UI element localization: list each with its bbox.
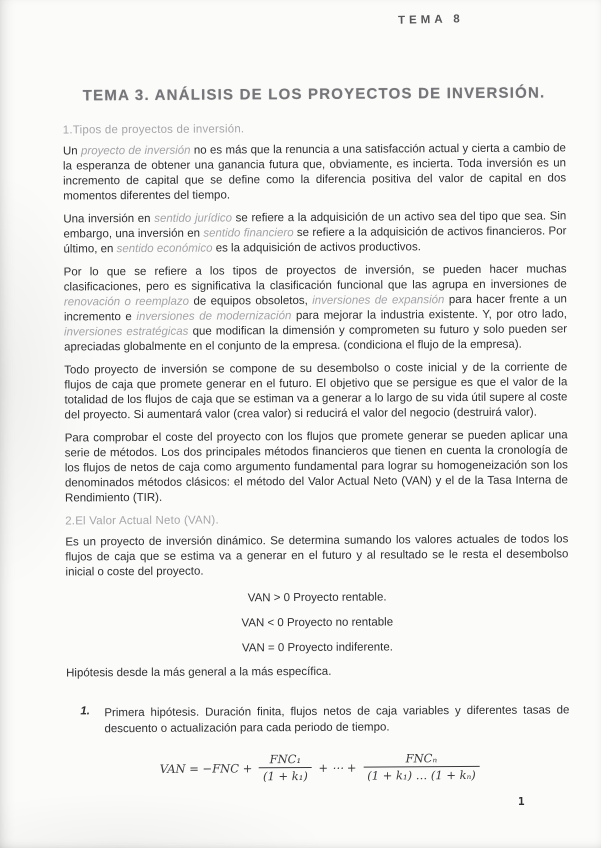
formula-fraction-2-numerator: FNCₙ	[363, 751, 480, 768]
hypothesis-note: Hipótesis desde la más general a la más específica.	[66, 665, 332, 680]
formula-middle: + ⋯ +	[318, 760, 357, 775]
hypothesis-list	[80, 702, 569, 737]
document-title: TEMA 3. ANÁLISIS DE LOS PROYECTOS DE INVERSIÓN.	[82, 84, 546, 105]
formula-fraction-1-numerator: FNC₁	[259, 752, 312, 768]
section-heading-2: 2.El Valor Actual Neto (VAN).	[65, 514, 219, 528]
paragraph-methods: Para comprobar el coste del proyecto con los flujos que promete generar se pueden aplicar una serie de métodos. Los dos principales métodos financieros que tienen en cuenta la cronología de los flujos de netos de caja como argumento fundamental para lograr su homogeneización son los denominados métodos clásicos: el método del Valor Actual Neto (VAN) y el de la Tasa Interna de Rendimiento (TIR).	[64, 429, 568, 505]
paragraph-investment-senses: Una inversión en sentido jurídico se refiere a la adquisición de un activo sea del tipo que sea. Sin embargo, una inversión en sentido financiero se refiere a la adquisición de activos financieros. Por último, en sentido económico es la adquisición de activos productivos.	[63, 210, 567, 256]
section-heading-1: 1.Tipos de proyectos de inversión.	[62, 123, 245, 137]
paragraph-van-definition: Es un proyecto de inversión dinámico. Se determina sumando los valores actuales de todos los flujos de caja que se estima va a generar en el futuro y al resultado se le resta el desembolso inicial o coste del proyecto.	[65, 533, 569, 579]
formula-lead: VAN = −FNC +	[159, 760, 253, 776]
list-item	[80, 702, 569, 737]
formula-fraction-1-denominator: (1 + k₁)	[262, 768, 308, 784]
van-rule-negative: VAN < 0 Proyecto no rentable	[241, 616, 394, 630]
formula-fraction-1	[259, 752, 312, 783]
formula-fraction-2	[363, 751, 480, 783]
van-rule-positive: VAN > 0 Proyecto rentable.	[247, 591, 387, 605]
paragraph-investment-definition: Un proyecto de inversión no es más que la renuncia a una satisfacción actual y cierta a cambio de la esperanza de obtener una ganancia futura que, obviamente, es incierta. Toda inversión es un incremento de capital que se define como la diferencia positiva del valor de capital en dos momentos diferentes del tiempo.	[62, 142, 567, 203]
handwritten-note: TEMA 8	[397, 13, 464, 27]
page-number: 1	[518, 795, 525, 808]
list-item-text: Primera hipótesis. Duración finita, flujos netos de caja variables y diferentes tasas de descuento o actualización para cada periodo de tiempo.	[104, 704, 570, 736]
paragraph-project-components: Todo proyecto de inversión se compone de su desembolso o coste inicial y de la corriente de flujos de caja que promete generar en el futuro. El objetivo que se persigue es que el valor de la totalidad de los flujos de caja que se estiman va a generar a lo largo de su vida útil supere al coste del proyecto. Si aumentará valor (crea valor) si reducirá el valor del negocio (destruirá valor).	[64, 361, 568, 422]
paragraph-classification: Por lo que se refiere a los tipos de proyectos de inversión, se pueden hacer muchas clasificaciones, pero es significativa la clasificación funcional que las agrupa en inversiones de renovación o reemplazo de equipos obsoletos, inversiones de expansión para hacer frente a un incremento e inversiones de modernización para mejorar la industria existente. Y, por otro lado, inversiones estratégicas que modifican la dimensión y comprometen su futuro y solo pueden ser apreciadas globalmente en el conjunto de la empresa. (condiciona el flujo de la empresa).	[63, 263, 568, 354]
formula-fraction-2-denominator: (1 + k₁) … (1 + kₙ)	[367, 767, 476, 783]
list-item-marker: 1.	[80, 705, 90, 718]
van-rule-zero: VAN = 0 Proyecto indiferente.	[241, 641, 393, 655]
van-formula	[67, 750, 570, 784]
